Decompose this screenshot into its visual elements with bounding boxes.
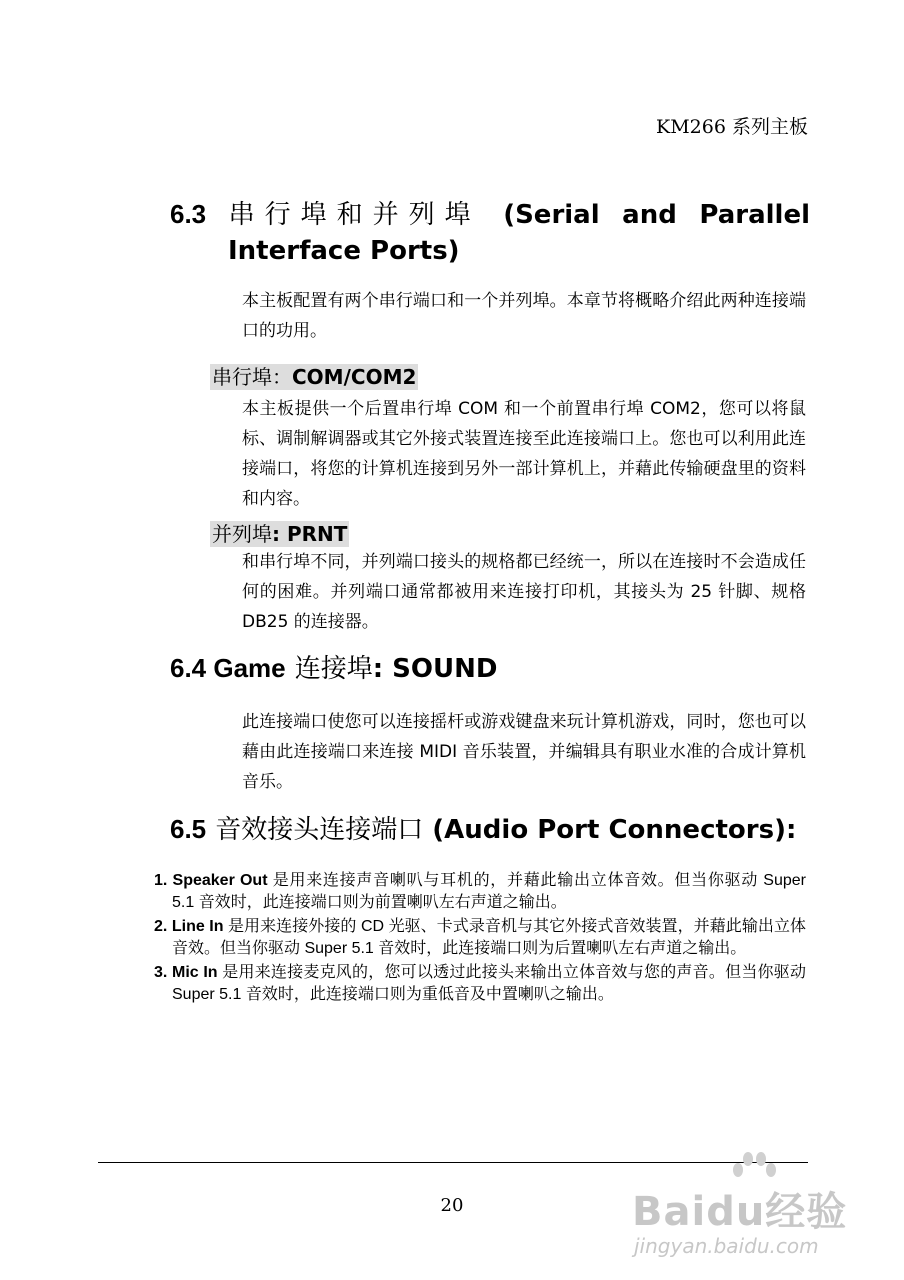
section-title-en-line2: Interface Ports) [228, 236, 460, 266]
item-text: 是用来连接外接的 CD 光驱、卡式录音机与其它外接式音效装置，并藉此输出立体音效。但当你驱动 Super 5.1 音效时，此连接端口则为后置喇叭左右声道之输出。 [172, 918, 807, 957]
watermark-url: jingyan.baidu.com [634, 1234, 819, 1258]
serial-heading-en: COM/COM2 [292, 365, 417, 389]
item-text: 是用来连接声音喇叭与耳机的，并藉此输出立体音效。但当你驱动 Super 5.1 音效时，此连接端口则为前置喇叭左右声道之输出。 [172, 872, 806, 911]
game-port-text: 此连接端口使您可以连接摇杆或游戏键盘来玩计算机游戏，同时，您也可以藉由此连接端口来连接 MIDI 音乐装置，并编辑具有职业水准的合成计算机音乐。 [242, 712, 806, 792]
parallel-heading-en: : PRNT [272, 522, 348, 546]
section-6-4-heading [170, 650, 497, 687]
list-item [150, 870, 806, 914]
serial-port-text: 本主板提供一个后置串行埠 COM 和一个前置串行埠 COM2，您可以将鼠标、调制解调器或其它外接式装置连接至此连接端口上。您也可以利用此连接端口，将您的计算机连接到另外一部计算机上，并藉此传输硬盘里的资料和内容。 [242, 399, 806, 509]
item-name: Line In [171, 918, 224, 935]
item-text: 是用来连接麦克风的，您可以透过此接头来输出立体音效与您的声音。但当你驱动 Super 5.1 音效时，此连接端口则为重低音及中置喇叭之输出。 [172, 964, 806, 1003]
item-number: 1. [154, 872, 168, 889]
section-title-en: (Audio Port Connectors): [432, 815, 797, 845]
item-name: Mic In [172, 964, 218, 981]
section-6-5-heading [170, 811, 796, 848]
section-title-cn: 音效接头连接端口 [215, 815, 424, 845]
section-number: 6.3 [170, 199, 207, 229]
section-6-3-intro: 本主板配置有两个串行端口和一个并列埠。本章节将概略介绍此两种连接端口的功用。 [242, 291, 806, 341]
baidu-watermark [632, 1150, 852, 1260]
parallel-port-heading [210, 521, 349, 547]
section-title-en: : SOUND [372, 654, 498, 684]
page-number: 20 [440, 1195, 464, 1216]
list-item [150, 916, 806, 960]
section-number: 6.4 Game [170, 653, 286, 683]
list-item [150, 962, 806, 1006]
item-number: 2. [154, 918, 168, 935]
parallel-heading-cn: 并列埠 [212, 522, 272, 546]
section-number: 6.5 [170, 814, 207, 844]
watermark-brand: Baidu经验 [632, 1189, 848, 1235]
serial-heading-cn: 串行埠： [212, 365, 292, 389]
section-6-3-heading [170, 196, 810, 269]
section-title-en-word: and [622, 200, 677, 230]
section-title-en-word: Parallel [699, 200, 810, 230]
audio-connector-list [150, 870, 806, 1008]
section-title-cn: 串行埠和并列埠 [228, 200, 481, 230]
running-header: KM266 系列主板 [656, 116, 808, 138]
parallel-port-text: 和串行埠不同，并列端口接头的规格都已经统一，所以在连接时不会造成任何的困难。并列端口通常都被用来连接打印机，其接头为 25 针脚、规格 DB25 的连接器。 [242, 552, 806, 632]
serial-port-heading [210, 364, 418, 390]
section-title-en-word: (Serial [503, 200, 600, 230]
item-number: 3. [154, 964, 168, 981]
item-name: Speaker Out [172, 872, 268, 889]
section-title-cn: 连接埠 [294, 654, 373, 684]
